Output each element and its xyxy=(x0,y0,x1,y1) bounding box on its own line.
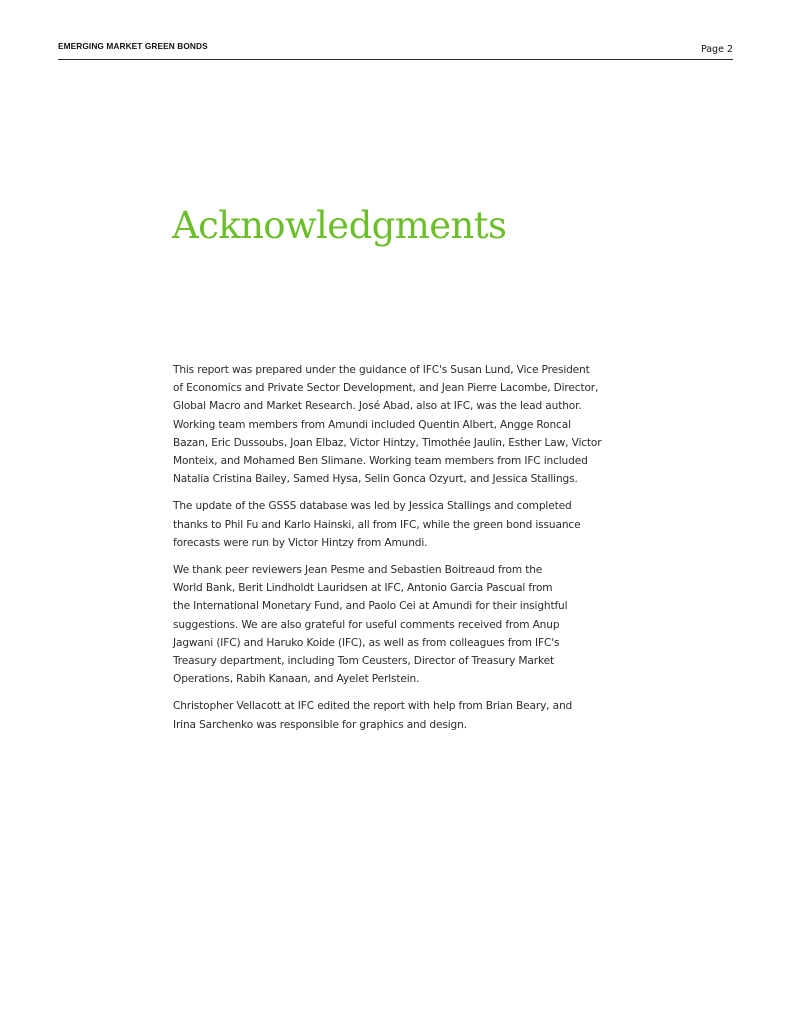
page-title: Acknowledgments xyxy=(172,204,507,247)
page-number: Page 2 xyxy=(700,44,733,55)
text-line: We thank peer reviewers Jean Pesme and Sebastien Boitreaud from the xyxy=(173,564,543,577)
paragraph-database xyxy=(173,497,623,552)
paragraph-reviewers xyxy=(173,561,623,688)
text-line: the International Monetary Fund, and Paolo Cei at Amundi for their insightful xyxy=(173,600,568,613)
text-line: forecasts were run by Victor Hintzy from Amundi. xyxy=(173,536,428,549)
text-line: Operations, Rabih Kanaan, and Ayelet Perlstein. xyxy=(173,673,420,686)
text-line: The update of the GSSS database was led by Jessica Stallings and completed xyxy=(173,500,572,513)
paragraph-editing xyxy=(173,697,623,733)
text-line: Natalia Cristina Bailey, Samed Hysa, Selin Gonca Ozyurt, and Jessica Stallings. xyxy=(173,473,578,486)
paragraph-guidance xyxy=(173,361,623,488)
header-title: EMERGING MARKET GREEN BONDS xyxy=(58,41,208,51)
text-line: Jagwani (IFC) and Haruko Koide (IFC), as well as from colleagues from IFC's xyxy=(173,636,560,649)
text-line: World Bank, Berit Lindholdt Lauridsen at IFC, Antonio Garcia Pascual from xyxy=(173,582,553,595)
text-line: Global Macro and Market Research. José Abad, also at IFC, was the lead author. xyxy=(173,400,582,413)
text-line: Monteix, and Mohamed Ben Slimane. Working team members from IFC included xyxy=(173,455,588,468)
text-line: Christopher Vellacott at IFC edited the report with help from Brian Beary, and xyxy=(173,700,573,713)
text-line: Treasury department, including Tom Ceusters, Director of Treasury Market xyxy=(173,655,554,668)
text-line: Working team members from Amundi included Quentin Albert, Angge Roncal xyxy=(173,418,571,431)
acknowledgments-body xyxy=(173,361,623,743)
text-line: This report was prepared under the guidance of IFC's Susan Lund, Vice President xyxy=(173,364,590,376)
running-header xyxy=(58,40,733,60)
text-line: suggestions. We are also grateful for useful comments received from Anup xyxy=(173,618,560,631)
text-line: of Economics and Private Sector Development, and Jean Pierre Lacombe, Director, xyxy=(173,382,599,395)
text-line: thanks to Phil Fu and Karlo Hainski, all from IFC, while the green bond issuance xyxy=(173,518,581,531)
text-line: Bazan, Eric Dussoubs, Joan Elbaz, Victor Hintzy, Timothée Jaulin, Esther Law, Victor xyxy=(173,436,602,449)
text-line: Irina Sarchenko was responsible for graphics and design. xyxy=(173,718,467,731)
